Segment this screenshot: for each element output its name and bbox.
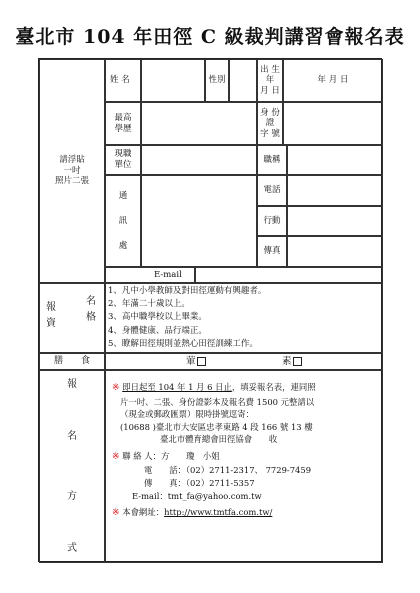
- name-field[interactable]: [141, 59, 205, 102]
- method-label: [39, 370, 105, 563]
- method-line: [112, 381, 378, 396]
- id-label: [257, 102, 283, 145]
- id-label-line: 字 號: [260, 128, 280, 139]
- method-label-char: 名: [67, 431, 77, 442]
- meal-meat-option[interactable]: [186, 356, 206, 368]
- note-mark: ※: [112, 383, 120, 393]
- birth-label-line: 出 生: [260, 64, 280, 75]
- website-line: [112, 506, 378, 521]
- birth-field[interactable]: [283, 59, 383, 102]
- method-address: (10688 )臺北市大安區忠孝東路 4 段 166 號 13 樓: [120, 421, 313, 432]
- id-label-line: 身 份: [260, 107, 280, 118]
- mobile-field[interactable]: [287, 206, 383, 236]
- gender-label-text: 性別: [208, 75, 226, 86]
- page-title: 臺北市 104 年田徑 C 級裁判講習會報名表: [15, 26, 405, 48]
- email-label-text: E-mail: [154, 269, 182, 280]
- photo-note-line: 請浮貼: [59, 155, 85, 166]
- meal-veg-option[interactable]: [282, 356, 302, 368]
- qualification-label-char: 格: [86, 312, 96, 323]
- photo-note-line: 照片二張: [54, 176, 89, 187]
- name-label: [105, 59, 141, 102]
- qualification-item: 4、身體健康、品行端正。: [108, 325, 207, 336]
- education-label: [105, 102, 141, 145]
- birth-label-line: 年: [265, 75, 275, 86]
- job-unit-label-line: 現職: [114, 149, 132, 160]
- meal-veg-checkbox[interactable]: [293, 357, 302, 366]
- method-label-char: 報: [67, 379, 77, 390]
- contact-label: [105, 175, 141, 267]
- photo-box[interactable]: [39, 59, 105, 283]
- website-label: 本會網址：: [122, 507, 165, 518]
- phone-field[interactable]: [287, 175, 383, 206]
- id-label-line: 證: [265, 118, 275, 129]
- qualification-item: 5、瞭解田徑規則並熱心田徑訓練工作。: [108, 338, 258, 349]
- education-label-line: 學歷: [114, 123, 132, 134]
- birth-label-line: 月 日: [260, 85, 280, 96]
- phone-label-text: 電話: [263, 185, 281, 196]
- photo-note-line: 一吋: [63, 165, 81, 176]
- method-recipient: 臺北市體育總會田徑協會 收: [160, 434, 278, 445]
- job-title-label-text: 職稱: [263, 154, 281, 165]
- qualification-label: [39, 283, 105, 353]
- qualification-item: 2、年滿二十歲以上。: [108, 299, 190, 310]
- birth-label: [257, 59, 283, 102]
- qualification-item: 3、高中職學校以上畢業。: [108, 312, 207, 323]
- qualification-item: 1、凡中小學教師及對田徑運動有興趣者。: [108, 286, 267, 297]
- fax-field[interactable]: [287, 236, 383, 267]
- qualification-label-char: 名: [86, 296, 96, 307]
- job-title-field[interactable]: [287, 145, 383, 175]
- meal-options: [105, 353, 383, 370]
- gender-field[interactable]: [229, 59, 257, 102]
- contact-label-line: 通: [118, 190, 128, 201]
- note-mark: ※: [112, 508, 120, 519]
- qualification-label-char: 資: [46, 318, 56, 329]
- job-unit-label: [105, 145, 141, 175]
- meal-label-text: 膳 食: [53, 355, 90, 366]
- contact-email: E-mail：tmt_fa@yahoo.com.tw: [132, 490, 262, 501]
- method-text: ，填妥報名表，連同照: [231, 382, 316, 392]
- id-field[interactable]: [283, 102, 383, 145]
- website-link[interactable]: http://www.tmtfa.com.tw/: [164, 507, 273, 518]
- job-unit-label-line: 單位: [114, 160, 132, 170]
- email-label: [105, 267, 195, 283]
- registration-form: [38, 58, 382, 562]
- job-title-label: [257, 145, 287, 175]
- education-field[interactable]: [141, 102, 257, 145]
- method-deadline: 即日起至 104 年 1 月 6 日止: [122, 382, 232, 392]
- note-mark: ※: [112, 451, 120, 462]
- contact-label-line: 訊: [118, 215, 128, 226]
- qualification-label-char: 報: [46, 302, 56, 313]
- contact-person: 聯 絡 人：方 瓊 小姐: [122, 450, 220, 461]
- phone-label: [257, 175, 287, 206]
- contact-label-line: 處: [118, 240, 128, 251]
- method-content: [105, 370, 383, 563]
- mobile-label-text: 行動: [263, 215, 281, 226]
- gender-label: [205, 59, 229, 102]
- email-field[interactable]: [195, 267, 383, 283]
- method-line: （現金或郵政匯票）限時掛號逕寄：: [120, 409, 254, 420]
- name-label-text: 姓 名: [110, 75, 130, 86]
- job-unit-field[interactable]: [141, 145, 257, 175]
- contact-tel: 電 話：（02）2711-2317、 7729-7459: [144, 465, 312, 476]
- birth-format-text: 年 月 日: [317, 75, 349, 86]
- meal-label: [39, 353, 105, 370]
- address-field[interactable]: [141, 175, 257, 267]
- method-line: 片一吋、二張、身份證影本及報名費 1500 元整請以: [120, 396, 315, 407]
- qualification-list: [105, 283, 383, 353]
- contact-person-line: [112, 450, 378, 465]
- meal-veg-label: 素: [282, 355, 292, 367]
- meal-meat-label: 葷: [186, 355, 196, 367]
- contact-fax: 傳 真：（02）2711-5357: [144, 478, 255, 489]
- method-label-char: 式: [67, 543, 77, 554]
- meal-meat-checkbox[interactable]: [197, 357, 206, 366]
- fax-label: [257, 236, 287, 267]
- mobile-label: [257, 206, 287, 236]
- fax-label-text: 傳真: [263, 246, 281, 257]
- method-label-char: 方: [67, 491, 77, 502]
- education-label-line: 最高: [114, 112, 132, 123]
